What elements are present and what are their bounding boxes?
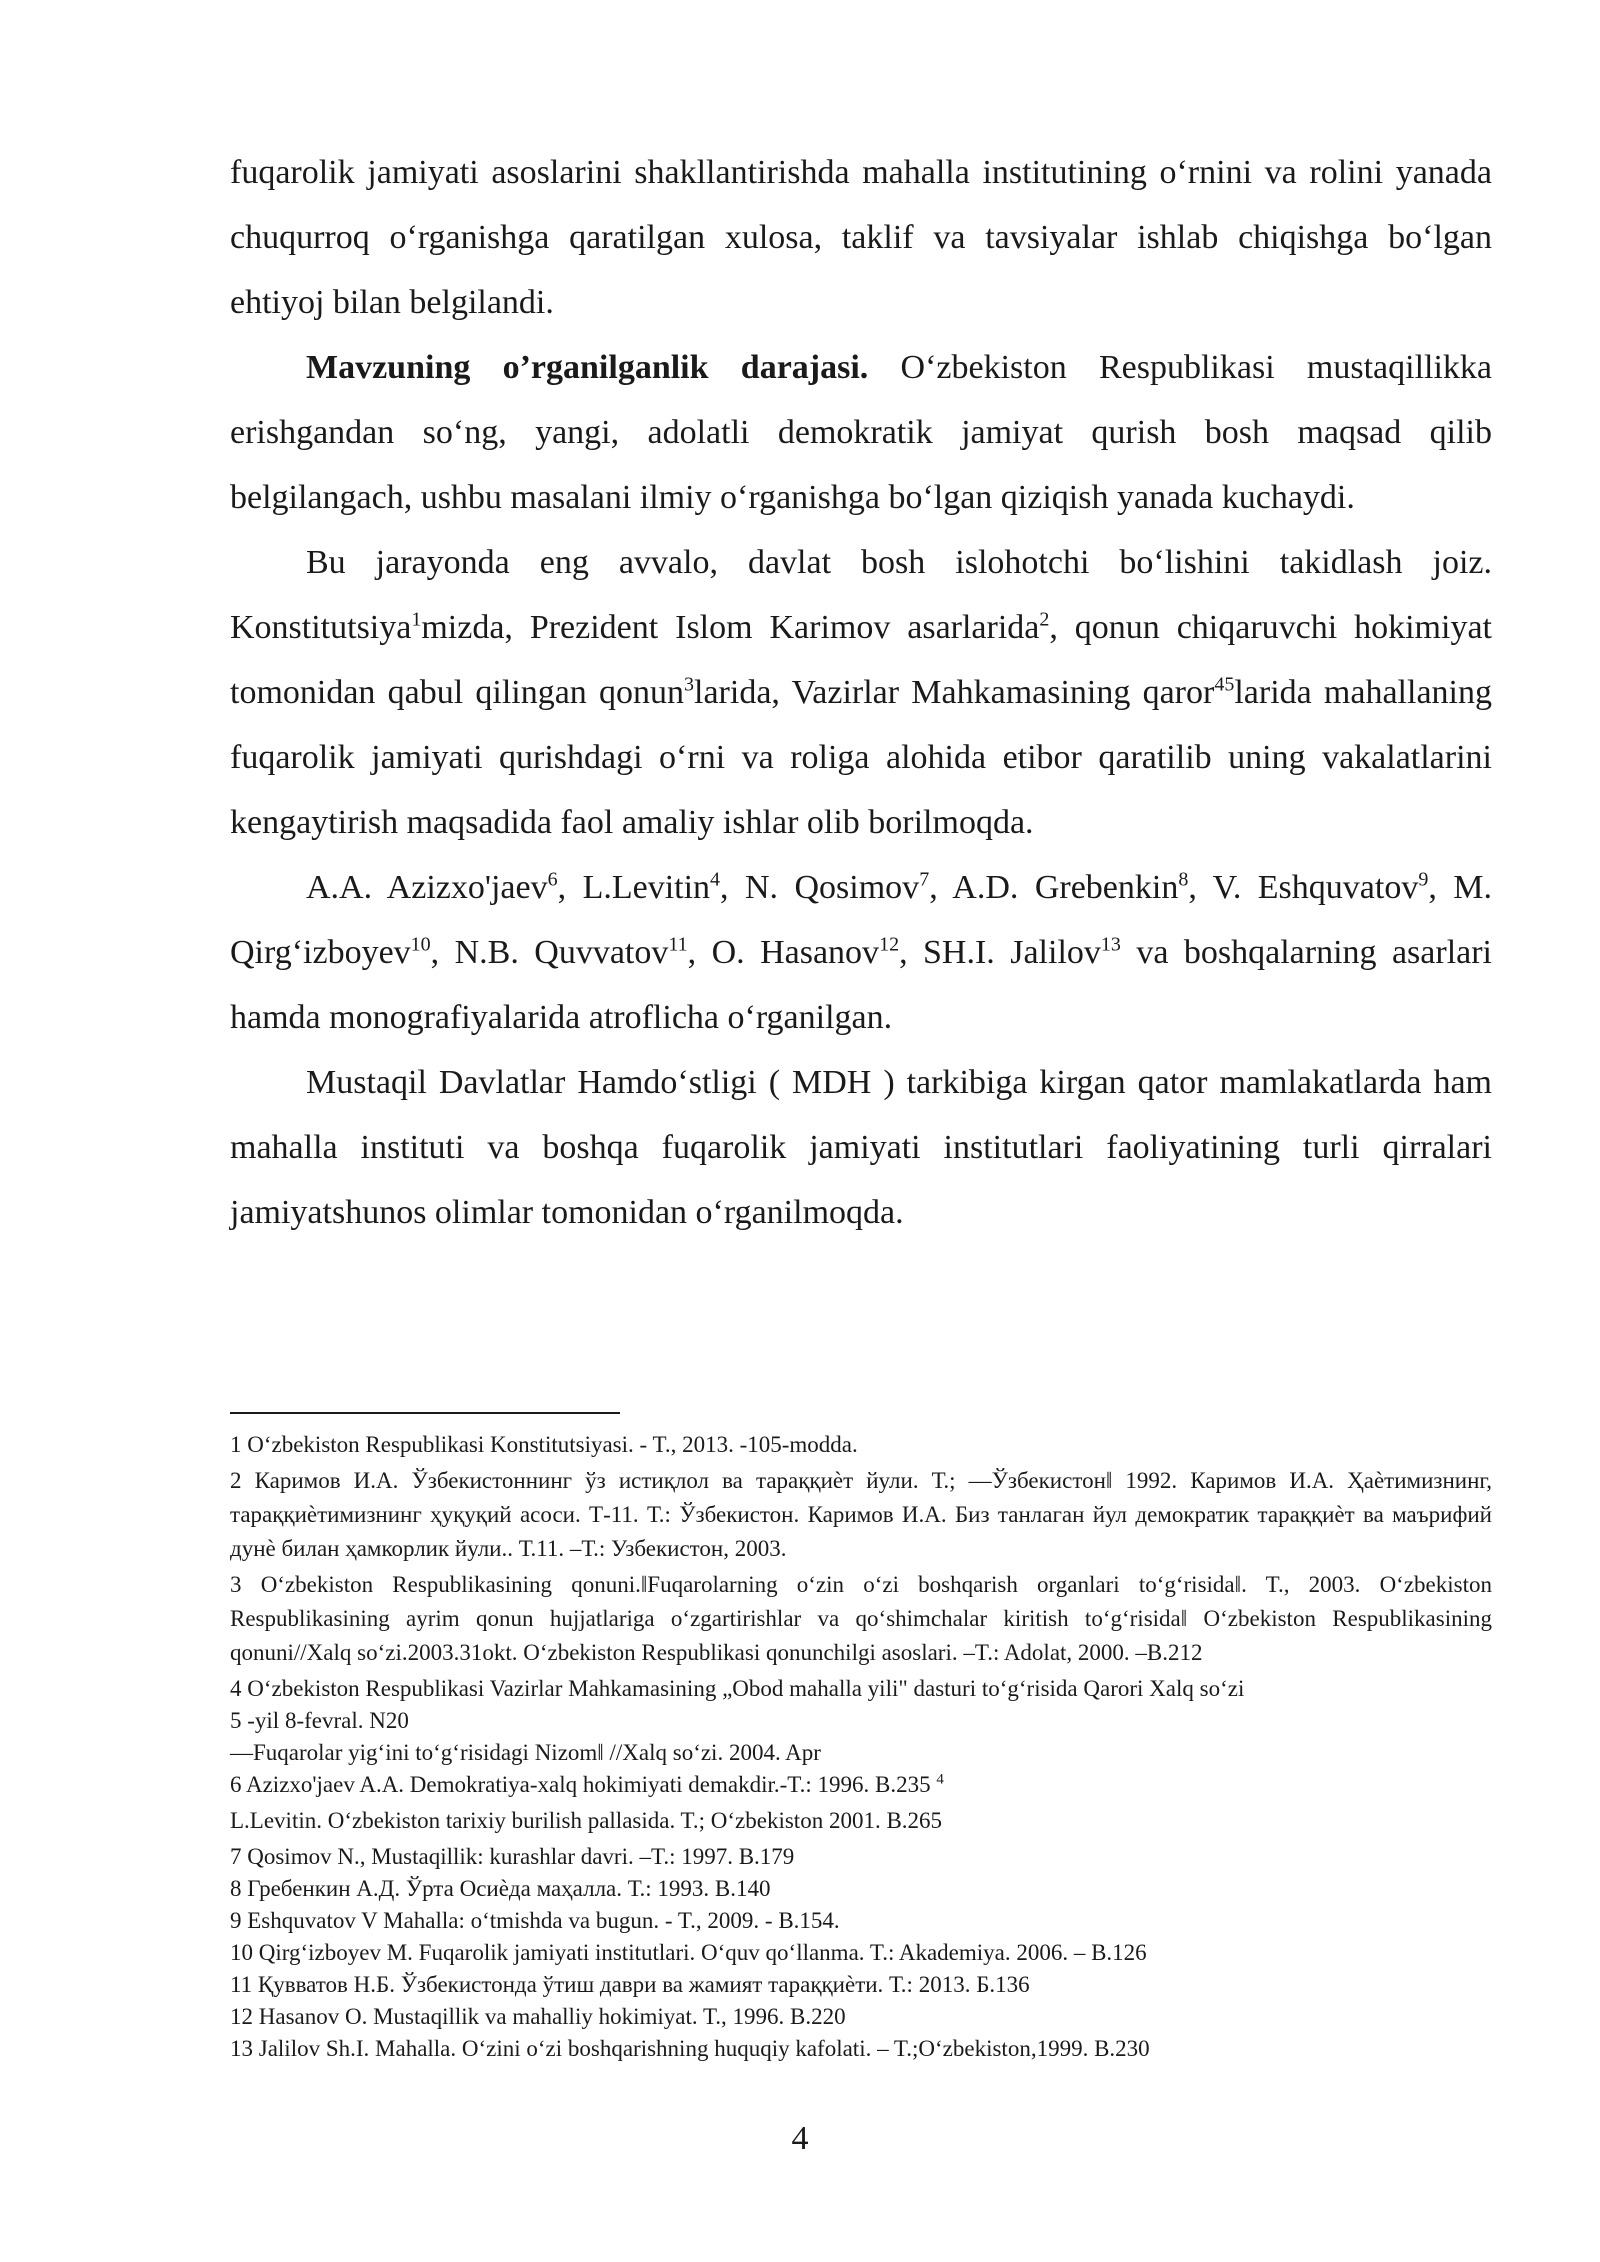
footnote-9: 9 Eshquvatov V Mahalla: o‘tmishda va bugun. - T., 2009. - B.154. <box>230 1908 840 1933</box>
footnote-10: 10 Qirg‘izboyev M. Fuqarolik jamiyati institutlari. O‘quv qo‘llanma. T.: Akademiya. 2006. – B.126 <box>230 1940 1147 1965</box>
footnote-7: 7 Qosimov N., Mustaqillik: kurashlar davri. –T.: 1997. B.179 <box>230 1844 795 1869</box>
footnote-ref[interactable]: 4 <box>710 868 721 891</box>
footnote-5: 5 -yil 8-fevral. N20 <box>230 1708 409 1733</box>
paragraph-2-text: O‘zbekiston Respublikasi mustaqillikka erishgandan so‘ng, yangi, adolatli demokratik jamiyat qurish bosh maqsad qilib belgilangach, ushbu masalani ilmiy o‘rganishga bo‘lgan qiziqish yanada kuchaydi. <box>230 349 1492 516</box>
footnotes <box>230 1428 1492 2066</box>
footnote-ref[interactable]: 12 <box>879 933 900 956</box>
footnote-ref[interactable]: 1 <box>411 608 422 631</box>
paragraph-3 <box>230 530 1492 855</box>
footnote-ref[interactable]: 8 <box>1178 868 1189 891</box>
text-run: , A.D. Grebenkin <box>929 869 1179 906</box>
footnote-3: 3 O‘zbekiston Respublikasining qonuni.‖Fuqarolarning o‘zin o‘zi boshqarish organlari to‘g‘risida‖. T., 2003. O‘zbekiston Respublikasining ayrim qonun hujjatlariga o‘zgartirishlar va qo‘shimchalar kiritish to‘g‘risida‖ O‘zbekiston Respublikasining qonuni//Xalq so‘zi.2003.31okt. O‘zbekiston Respublikasi qonunchilgi asoslari. –T.: Adolat, 2000. –B.212 <box>230 1572 1492 1665</box>
footnote-ref[interactable]: 3 <box>684 673 695 696</box>
footnote-ref[interactable]: 7 <box>919 868 930 891</box>
footnote-ref[interactable]: 6 <box>547 868 558 891</box>
text-run: , L.Levitin <box>557 869 711 906</box>
text-run: , O. Hasanov <box>687 934 880 971</box>
text-run: , SH.I. Jalilov <box>899 934 1101 971</box>
footnote-ref[interactable]: 9 <box>1418 868 1429 891</box>
footnote-5-continued: ―Fuqarolar yig‘ini to‘g‘risidagi Nizom‖ //Xalq so‘zi. 2004. Apr <box>230 1740 821 1765</box>
footnote-11: 11 Қувватов Н.Б. Ўзбекистонда ўтиш даври ва жамият тараққиѐти. Т.: 2013. Б.136 <box>230 1972 1030 1997</box>
footnote-8: 8 Гребенкин А.Д. Ўрта Осиѐда маҳалла. Т.: 1993. B.140 <box>230 1876 771 1901</box>
footnote-2: 2 Каримов И.А. Ўзбекистоннинг ўз истиқлол ва тараққиѐт йули. Т.; ―Ўзбекистон‖ 1992. Каримов И.А. Ҳаѐтимизнинг, тараққиѐтимизнинг ҳуқуқий асоси. Т-11. Т.: Ўзбекистон. Каримов И.А. Биз танлаган йул демократик тараққиѐт ва маърифий дунѐ билан ҳамкорлик йули.. Т.11. –Т.: Узбекистон, 2003. <box>230 1468 1492 1561</box>
footnote-ref[interactable]: 10 <box>410 933 431 956</box>
text-run: , M. Qirg‘izboyev <box>230 869 1493 971</box>
page-number: 4 <box>791 2120 809 2157</box>
footnote-1: 1 O‘zbekiston Respublikasi Konstitutsiyasi. - T., 2013. -105-modda. <box>230 1432 858 1457</box>
paragraph-1: fuqarolik jamiyati asoslarini shakllantirishda mahalla institutining o‘rnini va rolini yanada chuqurroq o‘rganishga qaratilgan xulosa, taklif va tavsiyalar ishlab chiqishga bo‘lgan ehtiyoj bilan belgilandi. <box>230 154 1492 321</box>
text-run: , N. Qosimov <box>720 869 920 906</box>
footnote-ref[interactable]: 45 <box>1214 673 1235 696</box>
text-run: larida mahallaning fuqarolik jamiyati qurishdagi o‘rni va roliga alohida etibor qaratilib uning vakalatlarini kengaytirish maqsadida faol amaliy ishlar olib borilmoqda. <box>230 674 1492 841</box>
text-run: Bu jarayonda eng avvalo, davlat bosh islohotchi bo‘lishini takidlash joiz. Konstitutsiya <box>230 544 1492 646</box>
footnote-ref[interactable]: 13 <box>1100 933 1121 956</box>
footnote-6-continued: L.Levitin. O‘zbekiston tarixiy burilish pallasida. T.; O‘zbekiston 2001. B.265 <box>230 1808 943 1833</box>
paragraph-4 <box>230 855 1492 1050</box>
text-run: A.A. Azizxo'jaev <box>306 869 548 906</box>
footnote-4: 4 O‘zbekiston Respublikasi Vazirlar Mahkamasining „Obod mahalla yili" dasturi to‘g‘risida Qarori Xalq so‘zi <box>230 1676 1245 1701</box>
text-run: , N.B. Quvvatov <box>430 934 669 971</box>
text-run: mizda, Prezident Islom Karimov asarlarida <box>421 609 1040 646</box>
text-run: , V. Eshquvatov <box>1188 869 1419 906</box>
footnote-separator <box>230 1412 620 1414</box>
main-text <box>230 140 1492 1245</box>
text-run: larida, Vazirlar Mahkamasining qaror <box>694 674 1215 711</box>
text-run: va boshqalarning asarlari hamda monografiyalarida atroflicha o‘rganilgan. <box>230 934 1492 1036</box>
paragraph-2 <box>230 335 1492 530</box>
footnote-13: 13 Jalilov Sh.I. Mahalla. O‘zini o‘zi boshqarishning huquqiy kafolati. – T.;O‘zbekiston,1999. B.230 <box>230 2036 1150 2061</box>
text-run: , qonun chiqaruvchi hokimiyat tomonidan qabul qilingan qonun <box>230 609 1492 711</box>
footnote-ref: 4 <box>936 1771 944 1788</box>
section-heading: Mavzuning o’rganilganlik darajasi. <box>306 349 869 386</box>
footnote-ref[interactable]: 11 <box>668 933 688 956</box>
footnote-ref[interactable]: 2 <box>1039 608 1050 631</box>
footnote-12: 12 Hasanov O. Mustaqillik va mahalliy hokimiyat. T., 1996. B.220 <box>230 2004 846 2029</box>
paragraph-5: Mustaqil Davlatlar Hamdo‘stligi ( MDH ) tarkibiga kirgan qator mamlakatlarda ham mahalla instituti va boshqa fuqarolik jamiyati institutlari faoliyatining turli qirralari jamiyatshunos olimlar tomonidan o‘rganilmoqda. <box>230 1064 1492 1231</box>
text-run: 6 Azizxo'jaev A.A. Demokratiya-xalq hokimiyati demakdir.-T.: 1996. B.235 <box>230 1772 937 1797</box>
footnote-6 <box>230 1768 1492 1802</box>
